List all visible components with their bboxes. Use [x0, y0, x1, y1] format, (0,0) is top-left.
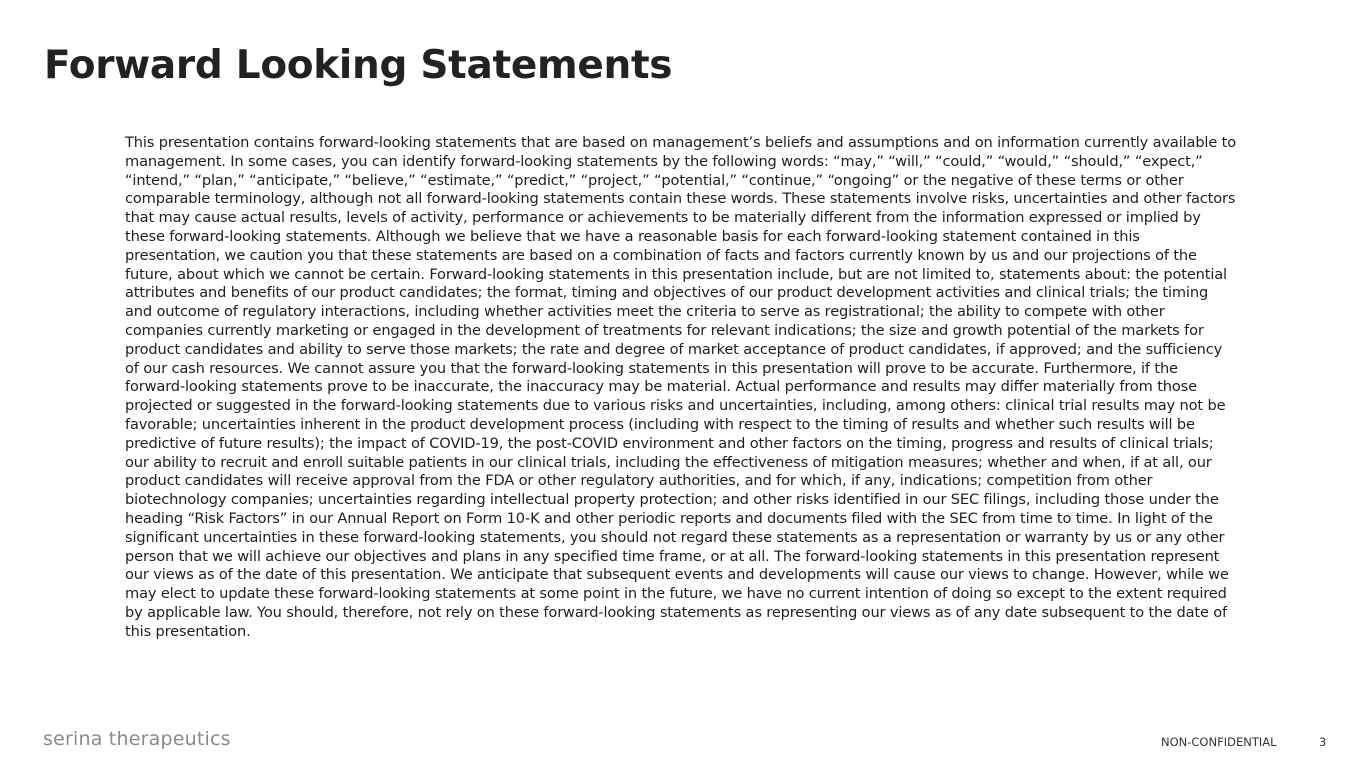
- disclaimer-body: This presentation contains forward-looking statements that are based on management’s beliefs and assumptions and on information currently available to management. In some cases, you can identify forward-looking statements by the following words: “may,” “will,” “could,” “would,” “should,” “expect,” “intend,” “plan,” “anticipate,” “believe,” “estimate,” “predict,” “project,” “potential,” “continue,” “ongoing” or the negative of these terms or other comparable terminology, although not all forward-looking statements contain these words. These statements involve risks, uncertainties and other factors that may cause actual results, levels of activity, performance or achievements to be materially different from the information expressed or implied by these forward-looking statements. Although we believe that we have a reasonable basis for each forward-looking statement contained in this presentation, we caution you that these statements are based on a combination of facts and factors currently known by us and our projections of the future, about which we cannot be certain. Forward-looking statements in this presentation include, but are not limited to, statements about: the potential attributes and benefits of our product candidates; the format, timing and objectives of our product development activities and clinical trials; the timing and outcome of regulatory interactions, including whether activities meet the criteria to serve as registrational; the ability to compete with other companies currently marketing or engaged in the development of treatments for relevant indications; the size and growth potential of the markets for product candidates and ability to serve those markets; the rate and degree of market acceptance of product candidates, if approved; and the sufficiency of our cash resources. We cannot assure you that the forward-looking statements in this presentation will prove to be accurate. Furthermore, if the forward-looking statements prove to be inaccurate, the inaccuracy may be material. Actual performance and results may differ materially from those projected or suggested in the forward-looking statements due to various risks and uncertainties, including, among others: clinical trial results may not be favorable; uncertainties inherent in the product development process (including with respect to the timing of results and whether such results will be predictive of future results); the impact of COVID-19, the post-COVID environment and other factors on the timing, progress and results of clinical trials; our ability to recruit and enroll suitable patients in our clinical trials, including the effectiveness of mitigation measures; whether and when, if at all, our product candidates will receive approval from the FDA or other regulatory authorities, and for which, if any, indications; competition from other biotechnology companies; uncertainties regarding intellectual property protection; and other risks identified in our SEC filings, including those under the heading “Risk Factors” in our Annual Report on Form 10-K and other periodic reports and documents filed with the SEC from time to time. In light of the significant uncertainties in these forward-looking statements, you should not regard these statements as a representation or warranty by us or any other person that we will achieve our objectives and plans in any specified time frame, or at all. The forward-looking statements in this presentation represent our views as of the date of this presentation. We anticipate that subsequent events and developments will cause our views to change. However, while we may elect to update these forward-looking statements at some point in the future, we have no current intention of doing so except to the extent required by applicable law. You should, therefore, not rely on these forward-looking statements as representing our views as of any date subsequent to the date of this presentation.: [125, 134, 1237, 640]
- company-logo: serina therapeutics: [43, 728, 231, 750]
- page-title: Forward Looking Statements: [44, 43, 673, 88]
- confidentiality-label: NON-CONFIDENTIAL: [1161, 735, 1277, 749]
- page-number: 3: [1319, 735, 1327, 749]
